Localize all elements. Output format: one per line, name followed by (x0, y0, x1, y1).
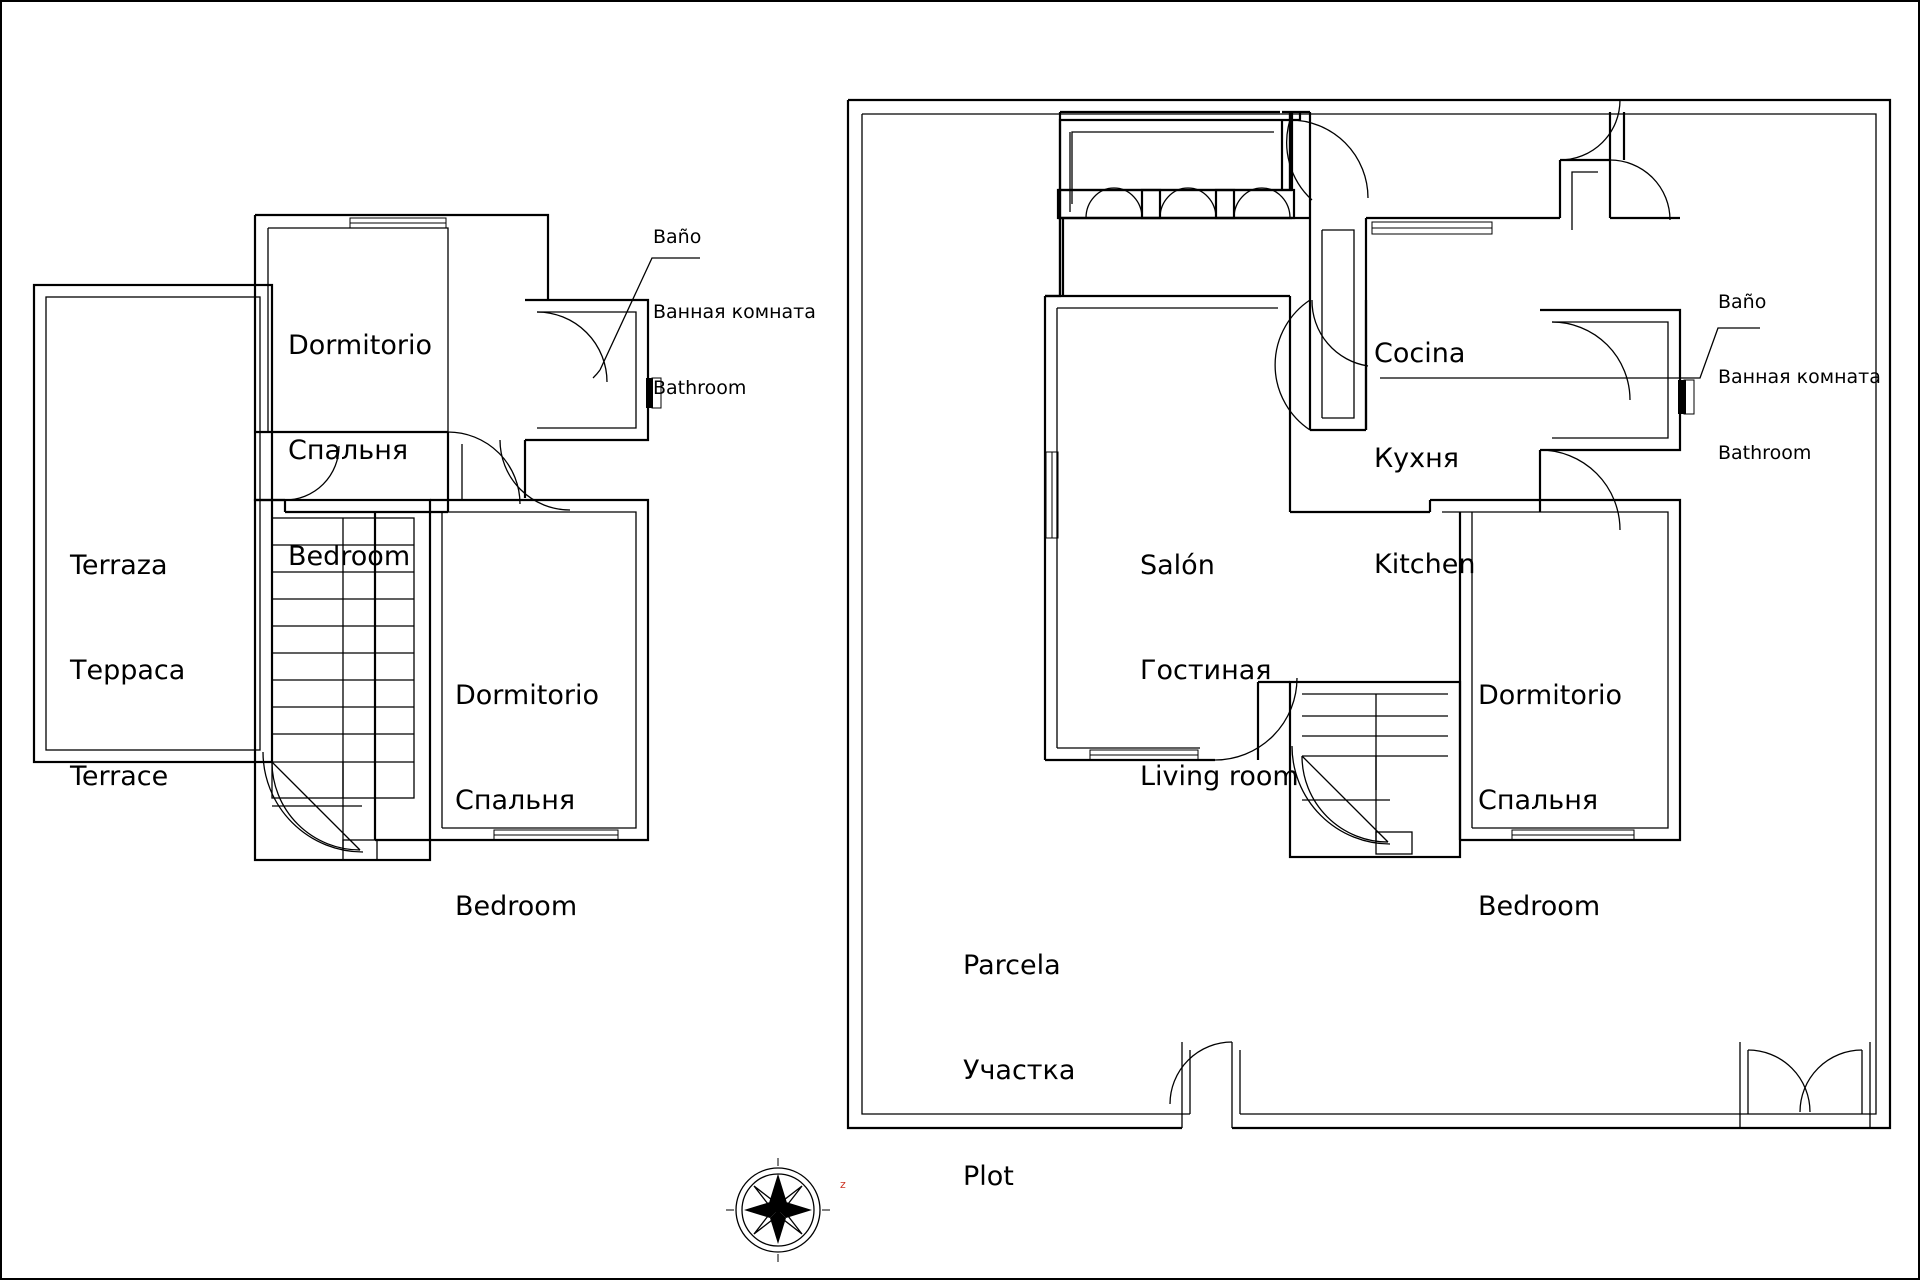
kitchen-label-ru: Кухня (1374, 443, 1460, 475)
upper-bathroom-walls (525, 300, 661, 440)
upper-bedroom-top-label-ru: Спальня (288, 435, 409, 467)
terrace-label (70, 478, 185, 864)
upper-bedroom-bottom-label-es: Dormitorio (455, 680, 599, 712)
ground-bedroom-label-ru: Спальня (1478, 785, 1599, 817)
upper-bedroom-bottom-label (455, 608, 599, 994)
upper-bedroom-top-label-en: Bedroom (288, 540, 411, 572)
kitchen-label-es: Cocina (1374, 338, 1466, 370)
upper-bedroom-top-label-es: Dormitorio (288, 330, 432, 362)
upper-bedroom-bottom-label-en: Bedroom (455, 890, 578, 922)
ground-house-walls (1060, 112, 1310, 296)
plot-label-es: Parcela (963, 950, 1061, 982)
ground-bathroom-callout-ru: Ванная комната (1718, 366, 1881, 389)
ground-bedroom-label-en: Bedroom (1478, 890, 1601, 922)
ground-kitchen-walls (1310, 100, 1680, 430)
ground-bathroom-callout-en: Bathroom (1718, 441, 1812, 464)
compass-rose (726, 1158, 846, 1262)
kitchen-label (1374, 266, 1475, 652)
terrace-label-en: Terrace (70, 760, 169, 792)
living-room-label-en: Living room (1140, 760, 1299, 792)
upper-bedroom-bottom-label-ru: Спальня (455, 785, 576, 817)
upper-bedroom-top-label (288, 258, 432, 644)
ground-porch-arches (1045, 112, 1368, 296)
plot-label (963, 878, 1075, 1264)
plot-label-en: Plot (963, 1160, 1014, 1192)
ground-bedroom-label (1478, 608, 1622, 994)
living-room-label-ru: Гостиная (1140, 655, 1272, 687)
upper-bathroom-callout-ru: Ванная комната (653, 301, 816, 324)
kitchen-label-en: Kitchen (1374, 548, 1476, 580)
terrace-label-es: Terraza (70, 550, 168, 582)
upper-bathroom-callout-en: Bathroom (653, 376, 747, 399)
ground-bathroom-callout-es: Baño (1718, 291, 1767, 314)
living-room-label-es: Salón (1140, 550, 1215, 582)
compass-north-label: z (840, 1178, 846, 1191)
ground-bathroom-walls (1540, 310, 1694, 530)
terrace-label-ru: Терраса (70, 655, 186, 687)
ground-staircase (1290, 682, 1460, 857)
ground-bedroom-label-es: Dormitorio (1478, 680, 1622, 712)
plot-label-ru: Участка (963, 1055, 1076, 1087)
ground-bathroom-callout (1718, 240, 1881, 516)
upper-bathroom-callout (653, 175, 816, 451)
upper-bathroom-callout-es: Baño (653, 226, 702, 249)
living-room-label (1140, 478, 1299, 864)
